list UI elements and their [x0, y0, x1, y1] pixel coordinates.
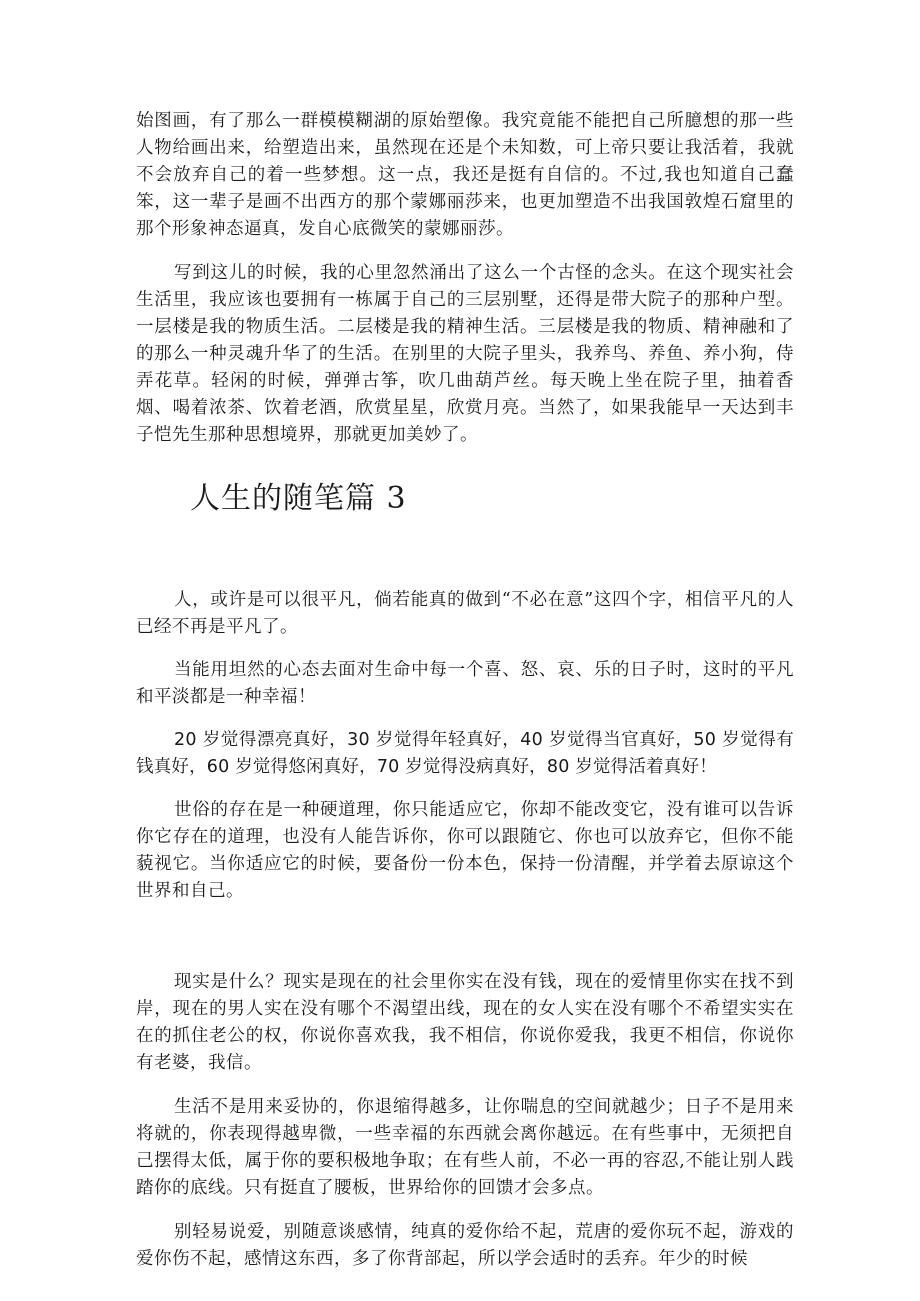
paragraph-dont-say-love: 别轻易说爱，别随意谈感情，纯真的爱你给不起，荒唐的爱你玩不起，游戏的爱你伤不起，感情这东西，多了你背部起，所以学会适时的丢弃。年少的时候	[136, 1222, 794, 1269]
paragraph-calm-mindset: 当能用坦然的心态去面对生命中每一个喜、怒、哀、乐的日子时，这时的平凡和平淡都是一种幸福！	[136, 660, 794, 707]
paragraph-worldly-existence: 世俗的存在是一种硬道理，你只能适应它，你却不能改变它，没有谁可以告诉你它存在的道理，也没有人能告诉你，你可以跟随它、你也可以放弃它，但你不能藐视它。当你适应它的时候，要备份一份本色，保持一份清醒，并学着去原谅这个世界和自己。	[136, 800, 794, 901]
section-title: 人生的随笔篇 3	[190, 481, 407, 516]
paragraph-continued-image-sculpture: 始图画，有了那么一群模模糊湖的原始塑像。我究竟能不能把自己所臆想的那一些人物给画出来，给塑造出来，虽然现在还是个未知数，可上帝只要让我活着，我就不会放弃自己的着一些梦想。这一点，我还是挺有自信的。不过,我也知道自己蠢笨，这一辈子是画不出西方的那个蒙娜丽莎来，也更加塑造不出我国敦煌石窟里的那个形象神态逼真，发自心底微笑的蒙娜丽莎。	[136, 111, 794, 239]
paragraph-ordinary-people: 人，或许是可以很平凡，倘若能真的做到“不必在意”这四个字，相信平凡的人已经不再是平凡了。	[136, 590, 794, 637]
paragraph-ages: 20 岁觉得漂亮真好，30 岁觉得年轻真好，40 岁觉得当官真好，50 岁觉得有钱真好，60 岁觉得悠闲真好，70 岁觉得没病真好，80 岁觉得活着真好！	[136, 730, 794, 777]
paragraph-life-not-compromise: 生活不是用来妥协的，你退缩得越多，让你喘息的空间就越少；日子不是用来将就的，你表现得越卑微，一些幸福的东西就会离你越远。在有些事中，无须把自己摆得太低，属于你的要积极地争取；在有些人前，不必一再的容忍,不能让别人践踏你的底线。只有挺直了腰板，世界给你的回馈才会多点。	[136, 1097, 794, 1198]
document-body	[136, 108, 794, 1273]
paragraph-three-story-villa: 写到这儿的时候，我的心里忽然涌出了这么一个古怪的念头。在这个现实社会生活里，我应该也要拥有一栋属于自己的三层别墅，还得是带大院子的那种户型。一层楼是我的物质生活。二层楼是我的精神生活。三层楼是我的物质、精神融和了的那么一种灵魂升华了的生活。在别里的大院子里头，我养鸟、养鱼、养小狗，侍弄花草。轻闲的时候，弹弹古筝，吹几曲葫芦丝。每天晚上坐在院子里，抽着香烟、喝着浓茶、饮着老酒，欣赏星星，欣赏月亮。当然了，如果我能早一天达到丰子恺先生那种思想境界，那就更加美妙了。	[136, 263, 794, 445]
paragraph-reality: 现实是什么？现实是现在的社会里你实在没有钱，现在的爱情里你实在找不到岸，现在的男人实在没有哪个不渴望出线，现在的女人实在没有哪个不希望实实在在的抓住老公的权，你说你喜欢我，我不相信，你说你爱我，我更不相信，你说你有老婆，我信。	[136, 972, 794, 1073]
